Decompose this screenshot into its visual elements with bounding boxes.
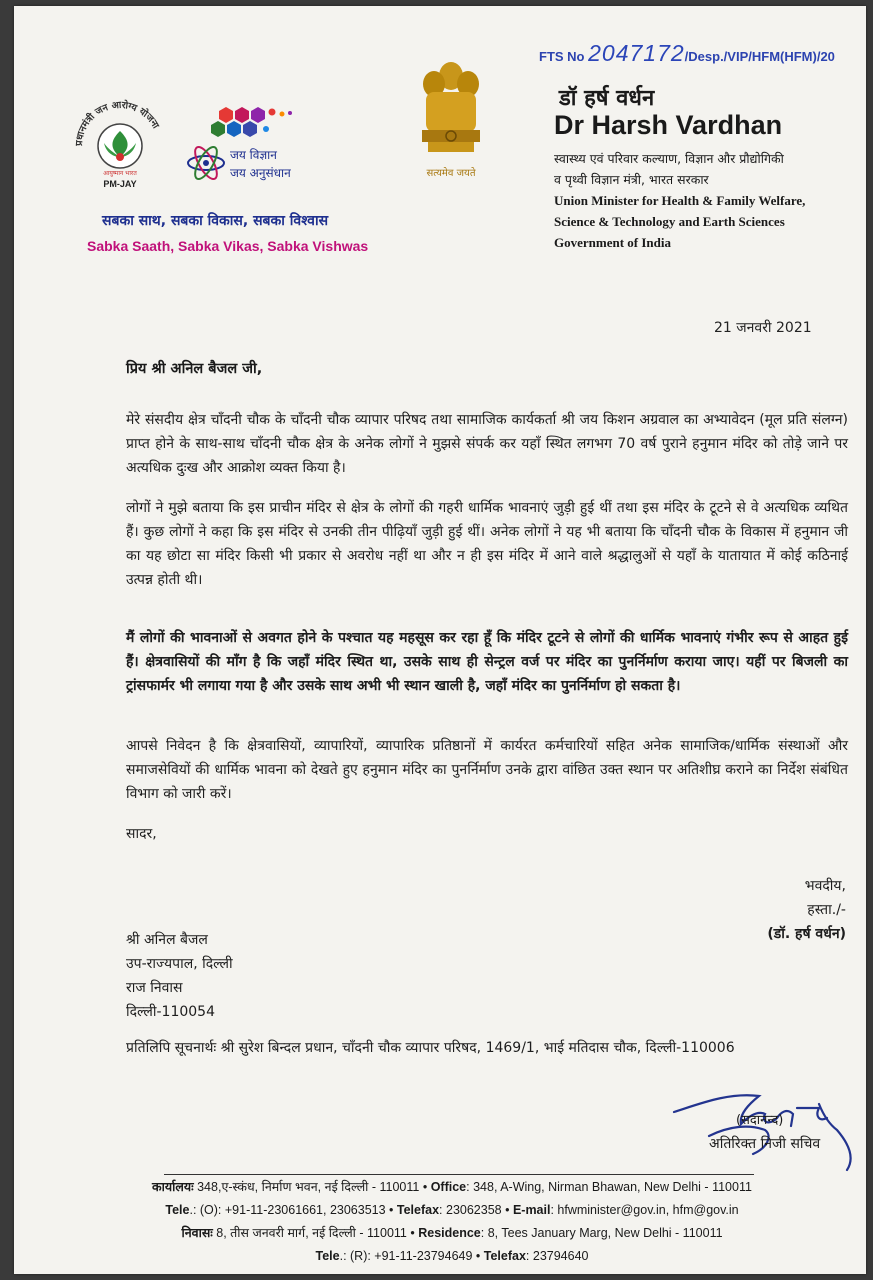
- designation-english-1: Union Minister for Health & Family Welfare,: [554, 193, 806, 208]
- paragraph-2: लोगों ने मुझे बताया कि इस प्राचीन मंदिर से क्षेत्र के लोगों की गहरी धार्मिक भावनाएं जुड़ी हुई थीं तथा इस मंदिर के टूटने से वे अत्यधिक व्यथित हैं। कुछ लोगों ने कहा कि इस मंदिर से उनकी तीन पीढ़ियाँ जुड़ी हुई थीं। अनेक लोगों ने यह भी बताया कि चाँदनी चौक के विकास में हनुमान जी का यह छोटा सा मंदिर किसी भी प्रकार से अवरोध नहीं था और न ही इस मंदिर में आने वाले श्रद्धालुओं से यहाँ के यातायात में कोई कठिनाई उत्पन्न होती थी।: [126, 500, 848, 588]
- addressee-designation: उप-राज्यपाल, दिल्ली: [126, 956, 233, 972]
- pmjay-label: PM-JAY: [103, 179, 137, 189]
- pmjay-sub: आयुष्मान भारत: [103, 170, 137, 177]
- footer-divider: [164, 1174, 754, 1175]
- vigyan-line1: जय विज्ञान: [230, 148, 277, 162]
- motto-hindi: सबका साथ, सबका विकास, सबका विश्वास: [102, 213, 329, 229]
- pa-title: अतिरिक्त निजी सचिव: [709, 1136, 821, 1152]
- letter-sheet: [14, 6, 866, 1274]
- jai-vigyan-logo: [182, 101, 342, 191]
- paragraph-3: मैं लोगों की भावनाओं से अवगत होने के पश्चात यह महसूस कर रहा हूँ कि मंदिर टूटने से लोगों की धार्मिक भावनाएं गंभीर रूप से आहत हुई हैं। क्षेत्रवासियों की माँग है कि जहाँ मंदिर स्थित था, उसके साथ ही सेन्ट्रल वर्ज पर मंदिर का पुनर्निर्माण कराया जाए। यहीं पर बिजली का ट्रांसफार्मर भी लगाया गया है और उसके साथ अभी भी स्थान खाली है, जहाँ मंदिर का पुनर्निर्माण हो सकता है।: [126, 630, 848, 694]
- yours-line: भवदीय,: [804, 878, 846, 894]
- email-link[interactable]: : hfwminister@gov.in, hfm@gov.in: [550, 1203, 739, 1217]
- footer-residence-contact-line: Tele.: (R): +91-11-23794649 • Telefax: 23794640: [315, 1249, 589, 1263]
- vigyan-line2: जय अनुसंधान: [230, 166, 291, 180]
- pmjay-arc-text: प्रधानमंत्री जन आरोग्य योजना: [73, 99, 161, 147]
- signed-line: हस्ता./-: [807, 902, 846, 918]
- pmjay-logo: [70, 91, 170, 191]
- motto-english: Sabka Saath, Sabka Vikas, Sabka Vishwas: [87, 238, 369, 254]
- footer-contact-line: Tele.: (O): +91-11-23061661, 23063513 • Telefax: 23062358 • E-mail: hfwminister@gov.in, hfm@gov.in: [165, 1203, 739, 1217]
- footer-office-line: कार्यालयः 348,ए-स्कंध, निर्माण भवन, नई दिल्ली - 110011 • Office: 348, A-Wing, Nirman Bhawan, New Delhi - 110011: [152, 1180, 752, 1194]
- footer: [102, 1176, 802, 1268]
- designation-hindi-2: व पृथ्वी विज्ञान मंत्री, भारत सरकार: [554, 172, 709, 187]
- footer-residence-line: निवासः 8, तीस जनवरी मार्ग, नई दिल्ली - 110011 • Residence: 8, Tees January Marg, New Delhi - 110011: [181, 1226, 723, 1240]
- designation-english-3: Government of India: [554, 235, 671, 250]
- letter-date: 21 जनवरी 2021: [714, 320, 812, 336]
- national-emblem: [408, 54, 494, 184]
- designation-hindi-1: स्वास्थ्य एवं परिवार कल्याण, विज्ञान और प्रौद्योगिकी: [554, 151, 784, 166]
- signature-block: [674, 874, 846, 946]
- paragraph-1: मेरे संसदीय क्षेत्र चाँदनी चौक के चाँदनी चौक व्यापार परिषद तथा सामाजिक कार्यकर्ता श्री जय किशन अग्रवाल का अभ्यावेदन (मूल प्रति संलग्न) प्राप्त होने के साथ-साथ चाँदनी चौक क्षेत्र के अनेक लोगों ने मुझसे संपर्क कर यहाँ स्थित लगभग 70 वर्ष पुराने हनुमान मंदिर को तोड़े जाने पर अत्यधिक दुःख और आक्रोश व्यक्त किया है।: [126, 412, 848, 476]
- fts-prefix: FTS No: [539, 49, 585, 64]
- signer-name: (डॉ. हर्ष वर्धन): [767, 926, 846, 942]
- designation-english-2: Science & Technology and Earth Sciences: [554, 214, 785, 229]
- emblem-motto: सत्यमेव जयते: [426, 168, 476, 179]
- minister-name-hindi: डॉ हर्ष वर्धन: [559, 86, 655, 111]
- pa-name: (सदानन्द): [736, 1113, 784, 1128]
- closing: सादर,: [126, 826, 157, 842]
- salutation: प्रिय श्री अनिल बैजल जी,: [126, 361, 263, 377]
- fts-number-line: [539, 40, 835, 67]
- copy-to: प्रतिलिपि सूचनार्थः श्री सुरेश बिन्दल प्रधान, चाँदनी चौक व्यापार परिषद, 1469/1, भाई मतिदास चौक, दिल्ली-110006: [126, 1040, 735, 1056]
- addressee-pin: दिल्ली-110054: [126, 1004, 215, 1020]
- addressee-block: [126, 928, 233, 1024]
- minister-name-english: Dr Harsh Vardhan: [554, 110, 783, 140]
- fts-handwritten-number: 2047172: [588, 40, 685, 66]
- fts-suffix: /Desp./VIP/HFM(HFM)/20: [684, 49, 835, 64]
- addressee-name: श्री अनिल बैजल: [126, 932, 208, 948]
- paragraph-4: आपसे निवेदन है कि क्षेत्रवासियों, व्यापारियों, व्यापारिक प्रतिष्ठानों में कार्यरत कर्मचारियों सहित अनेक सामाजिक/धार्मिक संस्थाओं और समाजसेवियों की धार्मिक भावना को देखते हुए हनुमान मंदिर का पुनर्निर्माण उनके द्वारा वांछित उक्त स्थान पर अतिशीघ्र कराने का निर्देश संबंधित विभाग को जारी करें।: [126, 738, 848, 802]
- addressee-place: राज निवास: [126, 980, 183, 996]
- designation-block: [554, 148, 805, 253]
